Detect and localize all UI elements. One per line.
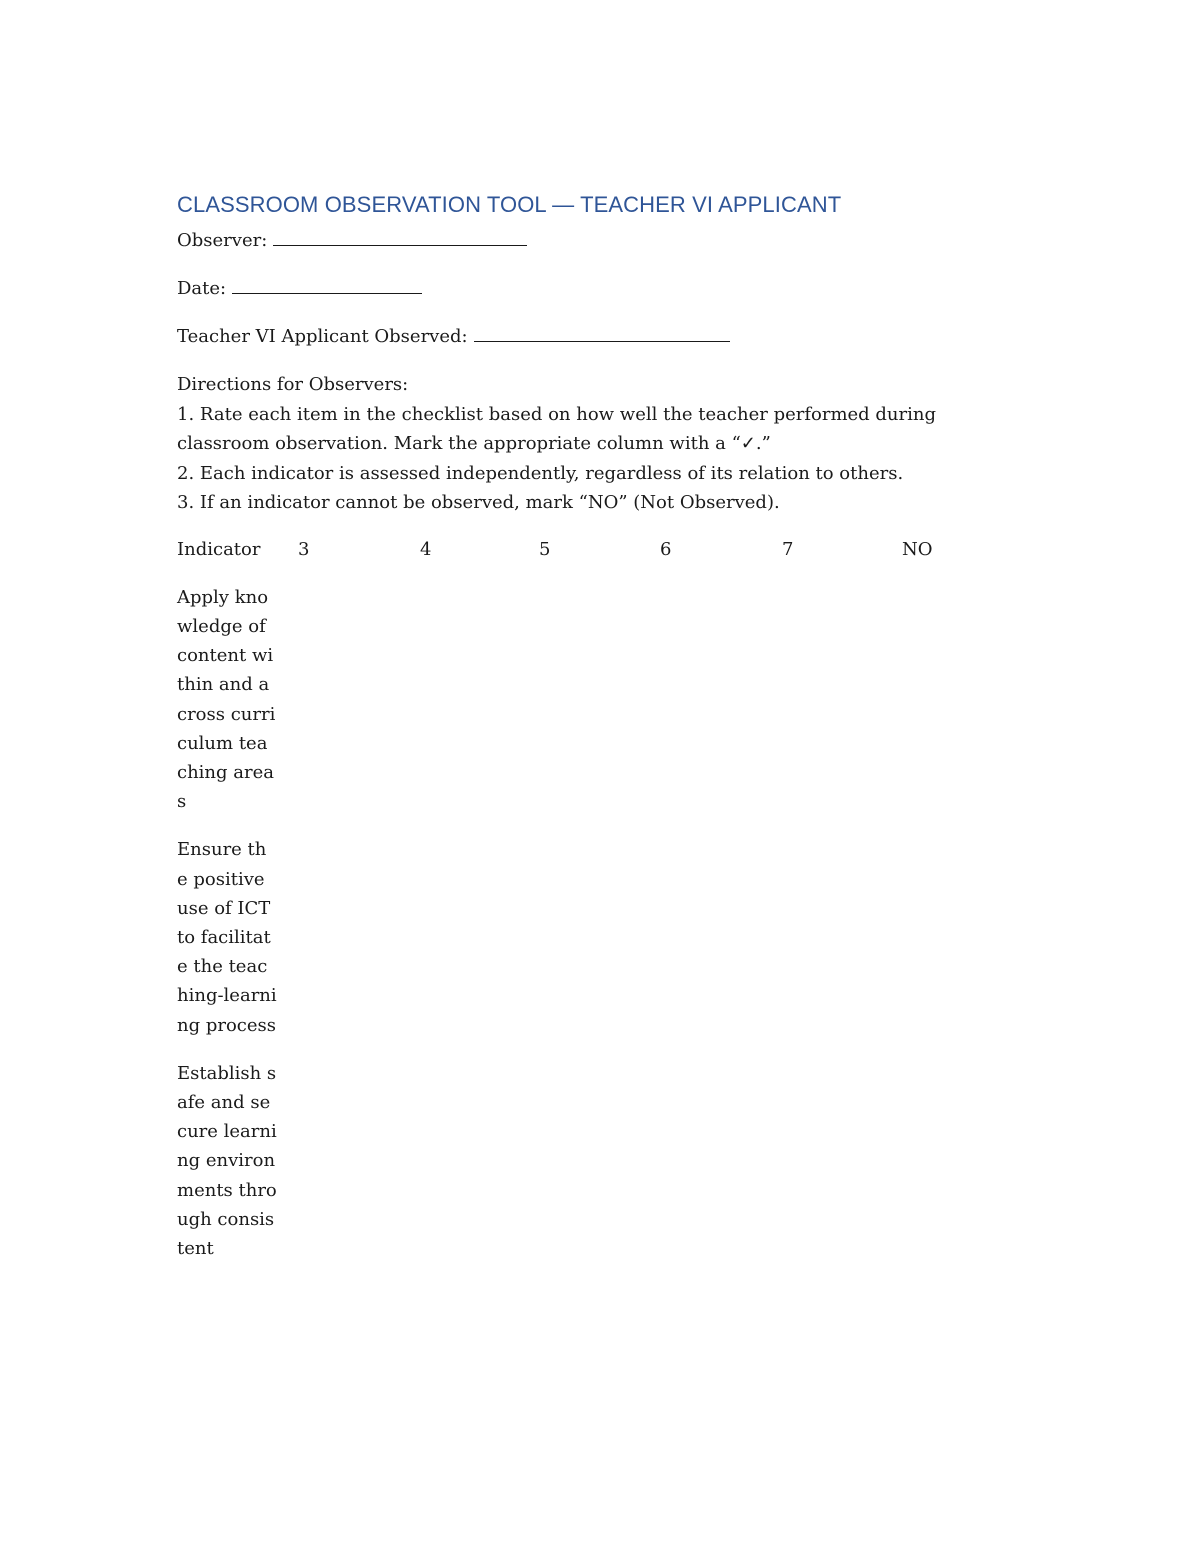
applicant-label: Teacher VI Applicant Observed:	[177, 326, 468, 347]
observer-label: Observer:	[177, 230, 268, 251]
direction-item-3: 3. If an indicator cannot be observed, mark “NO” (Not Observed).	[177, 492, 780, 513]
rating-cell[interactable]	[902, 835, 942, 1058]
rating-cell[interactable]	[902, 1059, 942, 1282]
header-indicator: Indicator	[177, 538, 261, 560]
header-rating-5: 5	[539, 538, 551, 560]
rating-cell[interactable]	[420, 1059, 539, 1282]
header-rating-4: 4	[420, 538, 432, 560]
date-blank-line[interactable]	[232, 275, 422, 294]
indicator-cell: Ensure the positive use of ICT to facilitate the teaching-learning process	[177, 839, 277, 1036]
rating-cell[interactable]	[420, 583, 539, 836]
rating-cell[interactable]	[660, 835, 782, 1058]
indicator-cell: Establish safe and secure learning environments through consistent	[177, 1062, 277, 1259]
rating-cell[interactable]	[782, 1059, 902, 1282]
checklist-table	[177, 535, 942, 1283]
header-rating-3: 3	[298, 538, 310, 560]
directions-section	[177, 370, 997, 518]
rating-cell[interactable]	[660, 1059, 782, 1282]
rating-cell[interactable]	[660, 583, 782, 836]
rating-cell[interactable]	[277, 835, 420, 1058]
observer-blank-line[interactable]	[273, 227, 527, 246]
rating-cell[interactable]	[782, 583, 902, 836]
applicant-field	[177, 322, 997, 351]
header-rating-6: 6	[660, 538, 672, 560]
rating-cell[interactable]	[902, 583, 942, 836]
table-row	[177, 1059, 942, 1282]
date-field	[177, 274, 997, 303]
table-header-row	[177, 535, 942, 583]
applicant-blank-line[interactable]	[474, 323, 730, 342]
table-row	[177, 835, 942, 1058]
direction-item-2: 2. Each indicator is assessed independently, regardless of its relation to others.	[177, 462, 904, 484]
indicator-cell: Apply knowledge of content within and across curriculum teaching areas	[177, 586, 276, 813]
rating-cell[interactable]	[277, 1059, 420, 1282]
header-not-observed: NO	[902, 538, 933, 560]
directions-heading: Directions for Observers:	[177, 374, 409, 395]
rating-cell[interactable]	[782, 835, 902, 1058]
rating-cell[interactable]	[420, 835, 539, 1058]
observer-field	[177, 226, 997, 255]
header-rating-7: 7	[782, 538, 794, 560]
rating-cell[interactable]	[277, 583, 420, 836]
direction-item-1: 1. Rate each item in the checklist based on how well the teacher performed during classroom observation. Mark the appropriate column with a “✓.”	[177, 403, 937, 454]
rating-cell[interactable]	[539, 1059, 660, 1282]
table-row	[177, 583, 942, 836]
date-label: Date:	[177, 278, 227, 299]
rating-cell[interactable]	[539, 583, 660, 836]
rating-cell[interactable]	[539, 835, 660, 1058]
document-title: CLASSROOM OBSERVATION TOOL — TEACHER VI APPLICANT	[177, 192, 842, 217]
document-page	[177, 192, 997, 1282]
